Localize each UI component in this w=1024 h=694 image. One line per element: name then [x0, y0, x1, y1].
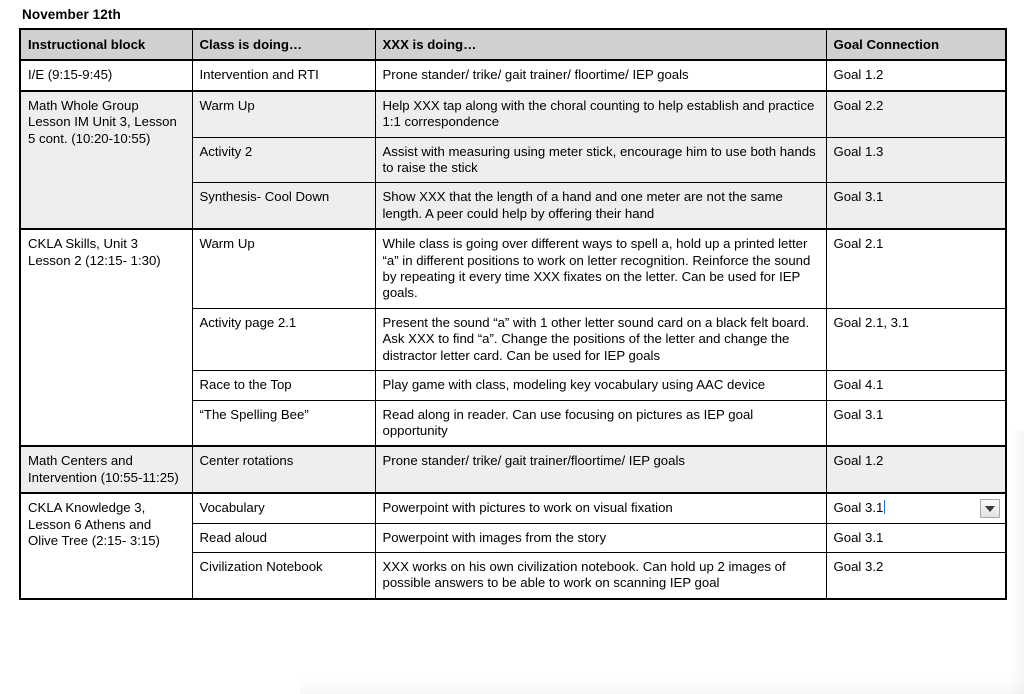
goal-connection-cell[interactable] [826, 493, 1006, 523]
instructional-block-cell: Math Whole Group Lesson IM Unit 3, Lesson 5 cont. (10:20-10:55) [20, 91, 192, 229]
class-activity-cell: Intervention and RTI [192, 60, 375, 90]
class-activity-cell: Vocabulary [192, 493, 375, 523]
student-accommodation-cell: Help XXX tap along with the choral counting to help establish and practice 1:1 correspondence [375, 91, 826, 137]
student-accommodation-cell: XXX works on his own civilization notebook. Can hold up 2 images of possible answers to be able to work on scanning IEP goal [375, 552, 826, 598]
column-header-xxx-is-doing: XXX is doing… [375, 29, 826, 60]
class-activity-cell: Center rotations [192, 446, 375, 493]
class-activity-cell: Warm Up [192, 229, 375, 308]
goal-connection-cell[interactable]: Goal 2.1 [826, 229, 1006, 308]
table-body [20, 60, 1006, 598]
student-accommodation-cell: Powerpoint with images from the story [375, 523, 826, 552]
column-header-goal-connection: Goal Connection [826, 29, 1006, 60]
class-activity-cell: Read aloud [192, 523, 375, 552]
goal-connection-cell[interactable]: Goal 3.2 [826, 552, 1006, 598]
goal-connection-cell[interactable]: Goal 3.1 [826, 400, 1006, 446]
goal-connection-cell[interactable]: Goal 2.1, 3.1 [826, 308, 1006, 370]
class-activity-cell: Activity page 2.1 [192, 308, 375, 370]
student-accommodation-cell: Powerpoint with pictures to work on visual fixation [375, 493, 826, 523]
class-activity-cell: Race to the Top [192, 371, 375, 400]
student-accommodation-cell: Show XXX that the length of a hand and one meter are not the same length. A peer could help by offering their hand [375, 183, 826, 229]
page-title: November 12th [22, 7, 121, 22]
table-header [20, 29, 1006, 60]
class-activity-cell: Civilization Notebook [192, 552, 375, 598]
lesson-plan-table [19, 28, 1007, 600]
class-activity-cell: “The Spelling Bee” [192, 400, 375, 446]
goal-connection-cell[interactable]: Goal 1.3 [826, 137, 1006, 183]
student-accommodation-cell: Present the sound “a” with 1 other letter sound card on a black felt board. Ask XXX to find “a”. Change the positions of the letter and change the distractor letter card. Can be used for IEP goals [375, 308, 826, 370]
table-row [20, 91, 1006, 137]
goal-connection-text: Goal 3.1 [833, 500, 884, 516]
instructional-block-cell: CKLA Knowledge 3, Lesson 6 Athens and Olive Tree (2:15- 3:15) [20, 493, 192, 599]
page-edge-shadow-bottom [300, 676, 1024, 694]
column-header-class-is-doing: Class is doing… [192, 29, 375, 60]
class-activity-cell: Warm Up [192, 91, 375, 137]
class-activity-cell: Activity 2 [192, 137, 375, 183]
student-accommodation-cell: Play game with class, modeling key vocabulary using AAC device [375, 371, 826, 400]
goal-connection-cell[interactable]: Goal 4.1 [826, 371, 1006, 400]
table-row [20, 60, 1006, 90]
instructional-block-cell: CKLA Skills, Unit 3 Lesson 2 (12:15- 1:30) [20, 229, 192, 446]
goal-connection-cell[interactable]: Goal 1.2 [826, 446, 1006, 493]
student-accommodation-cell: Assist with measuring using meter stick, encourage him to use both hands to raise the stick [375, 137, 826, 183]
table-row [20, 493, 1006, 523]
chevron-down-icon[interactable] [980, 499, 1000, 518]
goal-connection-cell[interactable]: Goal 3.1 [826, 523, 1006, 552]
column-header-instructional-block: Instructional block [20, 29, 192, 60]
student-accommodation-cell: Read along in reader. Can use focusing on pictures as IEP goal opportunity [375, 400, 826, 446]
goal-connection-cell[interactable]: Goal 2.2 [826, 91, 1006, 137]
goal-connection-cell[interactable]: Goal 3.1 [826, 183, 1006, 229]
student-accommodation-cell: Prone stander/ trike/ gait trainer/floortime/ IEP goals [375, 446, 826, 493]
student-accommodation-cell: Prone stander/ trike/ gait trainer/ floortime/ IEP goals [375, 60, 826, 90]
instructional-block-cell: I/E (9:15-9:45) [20, 60, 192, 90]
goal-connection-cell[interactable]: Goal 1.2 [826, 60, 1006, 90]
chevron-down-glyph [985, 506, 995, 512]
class-activity-cell: Synthesis- Cool Down [192, 183, 375, 229]
lesson-plan-table-container [19, 28, 1005, 600]
table-row [20, 446, 1006, 493]
page-edge-shadow-right [1008, 430, 1024, 694]
instructional-block-cell: Math Centers and Intervention (10:55-11:25) [20, 446, 192, 493]
table-row [20, 229, 1006, 308]
text-cursor [884, 500, 885, 514]
student-accommodation-cell: While class is going over different ways to spell a, hold up a printed letter “a” in different positions to work on letter recognition. Reinforce the sound by repeating it every time XXX fixates on the letter. Can be used for IEP goals. [375, 229, 826, 308]
table-header-row [20, 29, 1006, 60]
